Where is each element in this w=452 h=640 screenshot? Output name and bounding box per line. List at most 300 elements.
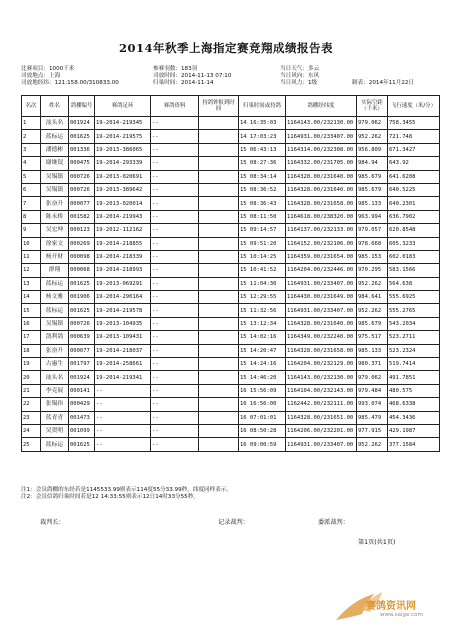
cell-clock-time bbox=[199, 344, 239, 357]
cell-name: 李克展 bbox=[41, 384, 69, 397]
cell-arrival-time: 15 13:12:34 bbox=[239, 317, 286, 330]
table-row bbox=[22, 277, 440, 290]
cell-speed: 480.575 bbox=[388, 384, 440, 397]
cell-distance: 975.517 bbox=[357, 331, 388, 344]
cell-name: 谢继钗 bbox=[41, 157, 69, 170]
cell-clock-time bbox=[199, 438, 239, 451]
cell-rank: 10 bbox=[22, 237, 41, 250]
cell-speed: 721.748 bbox=[388, 130, 440, 143]
cell-speed: 671.3427 bbox=[388, 143, 440, 156]
header-ring: 赛鸽足环 bbox=[95, 96, 151, 117]
cell-clock-time bbox=[199, 424, 239, 437]
cell-distance: 985.679 bbox=[357, 317, 388, 330]
cell-pigeon-info: -- bbox=[151, 304, 199, 317]
header-loft-id: 鸽棚编号 bbox=[69, 96, 95, 117]
cell-name: 蓝标运 bbox=[41, 130, 69, 143]
cell-coordinates: 1164931.00/233407.00 bbox=[286, 304, 357, 317]
cell-ring: 19-2014-219943 bbox=[95, 210, 151, 223]
cell-name: 吴贺明 bbox=[41, 424, 69, 437]
cell-arrival-time: 15 06:43:13 bbox=[239, 143, 286, 156]
cell-coordinates: 1164328.00/231640.00 bbox=[286, 183, 357, 196]
cell-rank: 15 bbox=[22, 304, 41, 317]
info-return-time: 归巢时间：2014-11-14 bbox=[153, 80, 214, 86]
cell-rank: 23 bbox=[22, 411, 41, 424]
table-row bbox=[22, 398, 440, 411]
cell-pigeon-info: -- bbox=[151, 371, 199, 384]
cell-rank: 5 bbox=[22, 170, 41, 183]
page-number: 第1页(共1页) bbox=[358, 539, 396, 546]
cell-arrival-time: 15 08:11:50 bbox=[239, 210, 286, 223]
info-weather: 当日天气：多云 bbox=[280, 66, 320, 72]
cell-coordinates: 1164137.00/232133.00 bbox=[286, 224, 357, 237]
cell-loft-id: 001625 bbox=[69, 130, 95, 143]
cell-pigeon-info: -- bbox=[151, 277, 199, 290]
cell-loft-id: 000726 bbox=[69, 183, 95, 196]
cell-loft-id: 001797 bbox=[69, 358, 95, 371]
cell-name: 凯利鸽 bbox=[41, 331, 69, 344]
cell-pigeon-info: -- bbox=[151, 183, 199, 196]
table-row bbox=[22, 157, 440, 170]
cell-coordinates: 1164359.00/231654.00 bbox=[286, 250, 357, 263]
cell-speed: 758.3455 bbox=[388, 117, 440, 130]
cell-ring: 19-2013-069291 bbox=[95, 277, 151, 290]
cell-arrival-time: 16 15:56:09 bbox=[239, 384, 286, 397]
cell-rank: 16 bbox=[22, 317, 41, 330]
cell-coordinates: 1164206.00/232201.00 bbox=[286, 424, 357, 437]
table-row bbox=[22, 117, 440, 130]
cell-loft-id: 001099 bbox=[69, 424, 95, 437]
cell-speed: 523.2711 bbox=[388, 331, 440, 344]
cell-distance: 956.809 bbox=[357, 143, 388, 156]
signature-recorder: 记录裁判： bbox=[218, 519, 249, 526]
cell-rank: 6 bbox=[22, 183, 41, 196]
table-row bbox=[22, 130, 440, 143]
table-row bbox=[22, 384, 440, 397]
info-race-item: 比赛项目：1000千米 bbox=[21, 66, 75, 72]
table-row bbox=[22, 143, 440, 156]
table-header-row bbox=[22, 96, 440, 117]
footnotes bbox=[21, 487, 232, 501]
cell-speed: 491.7851 bbox=[388, 371, 440, 384]
cell-name: 杨文雅 bbox=[41, 291, 69, 304]
header-clock-time: 持鸽钟报到时间 bbox=[199, 96, 239, 117]
header-name: 姓名 bbox=[41, 96, 69, 117]
cell-name: 吴锡镇 bbox=[41, 183, 69, 196]
cell-clock-time bbox=[199, 237, 239, 250]
cell-distance: 980.371 bbox=[357, 358, 388, 371]
cell-distance: 952.262 bbox=[357, 277, 388, 290]
cell-ring: 19-2014-290164 bbox=[95, 291, 151, 304]
cell-arrival-time: 15 10:14:25 bbox=[239, 250, 286, 263]
watermark-url: www.saige.com bbox=[380, 612, 423, 618]
cell-name: 陈永桥 bbox=[41, 210, 69, 223]
cell-clock-time bbox=[199, 371, 239, 384]
cell-pigeon-info: -- bbox=[151, 331, 199, 344]
cell-rank: 22 bbox=[22, 398, 41, 411]
cell-rank: 25 bbox=[22, 438, 41, 451]
cell-rank: 24 bbox=[22, 424, 41, 437]
cell-ring: 19-2013-386065 bbox=[95, 143, 151, 156]
cell-arrival-time: 16 08:50:28 bbox=[239, 424, 286, 437]
cell-coordinates: 1164328.00/231651.00 bbox=[286, 411, 357, 424]
header-distance: 实际空距（千米） bbox=[357, 96, 388, 117]
cell-speed: 377.1584 bbox=[388, 438, 440, 451]
cell-distance: 952.262 bbox=[357, 130, 388, 143]
cell-arrival-time: 14 16:35:03 bbox=[239, 117, 286, 130]
cell-ring: 19-2014-293339 bbox=[95, 157, 151, 170]
cell-arrival-time: 15 11:32:56 bbox=[239, 304, 286, 317]
info-release-time: 司放时间：2014-11-13 07:10 bbox=[153, 73, 232, 79]
cell-rank: 2 bbox=[22, 130, 41, 143]
cell-pigeon-info: -- bbox=[151, 344, 199, 357]
cell-coordinates: 1164104.00/232143.00 bbox=[286, 384, 357, 397]
cell-rank: 7 bbox=[22, 197, 41, 210]
cell-rank: 14 bbox=[22, 291, 41, 304]
cell-distance: 985.153 bbox=[357, 250, 388, 263]
cell-name: 汕头名 bbox=[41, 371, 69, 384]
cell-coordinates: 1164204.00/232129.00 bbox=[286, 358, 357, 371]
cell-pigeon-info: -- bbox=[151, 358, 199, 371]
table-row bbox=[22, 264, 440, 277]
cell-distance: 952.262 bbox=[357, 438, 388, 451]
table-row bbox=[22, 170, 440, 183]
cell-arrival-time: 15 14:02:16 bbox=[239, 331, 286, 344]
cell-distance: 979.062 bbox=[357, 371, 388, 384]
cell-pigeon-info: -- bbox=[151, 117, 199, 130]
cell-pigeon-info: -- bbox=[151, 250, 199, 263]
results-table bbox=[21, 95, 440, 452]
cell-coordinates: 1164931.00/233407.00 bbox=[286, 438, 357, 451]
info-column-3 bbox=[280, 66, 319, 87]
cell-distance: 985.133 bbox=[357, 197, 388, 210]
cell-distance: 977.915 bbox=[357, 424, 388, 437]
cell-arrival-time: 15 08:36:43 bbox=[239, 197, 286, 210]
cell-pigeon-info: -- bbox=[151, 170, 199, 183]
cell-ring: -- bbox=[95, 424, 151, 437]
cell-speed: 555.6925 bbox=[388, 291, 440, 304]
cell-coordinates: 1164332.00/231705.00 bbox=[286, 157, 357, 170]
cell-ring: 19-2014-258661 bbox=[95, 358, 151, 371]
signature-referee: 裁判长： bbox=[40, 519, 65, 526]
info-column-2 bbox=[153, 66, 231, 87]
cell-ring: -- bbox=[95, 411, 151, 424]
cell-speed: 620.8548 bbox=[388, 224, 440, 237]
info-release-location: 司放地点：上海 bbox=[21, 73, 61, 79]
table-row bbox=[22, 344, 440, 357]
cell-distance: 984.94 bbox=[357, 157, 388, 170]
cell-loft-id: 000068 bbox=[69, 264, 95, 277]
cell-rank: 19 bbox=[22, 358, 41, 371]
cell-loft-id: 000475 bbox=[69, 157, 95, 170]
cell-name: 蓝青青 bbox=[41, 411, 69, 424]
cell-ring: 19-2013-020014 bbox=[95, 197, 151, 210]
cell-distance: 985.679 bbox=[357, 170, 388, 183]
cell-rank: 9 bbox=[22, 224, 41, 237]
cell-ring: 19-2014-219575 bbox=[95, 130, 151, 143]
cell-loft-id: 000077 bbox=[69, 344, 95, 357]
cell-name: 蓝标运 bbox=[41, 438, 69, 451]
cell-pigeon-info: -- bbox=[151, 130, 199, 143]
cell-distance: 979.057 bbox=[357, 224, 388, 237]
cell-name: 杨开财 bbox=[41, 250, 69, 263]
cell-arrival-time: 15 08:27:36 bbox=[239, 157, 286, 170]
table-row bbox=[22, 317, 440, 330]
cell-rank: 18 bbox=[22, 344, 41, 357]
cell-ring: 19-2014-219345 bbox=[95, 117, 151, 130]
cell-coordinates: 1164931.00/233407.00 bbox=[286, 277, 357, 290]
cell-speed: 641.6208 bbox=[388, 170, 440, 183]
cell-coordinates: 1164931.00/233407.00 bbox=[286, 130, 357, 143]
cell-pigeon-info: -- bbox=[151, 317, 199, 330]
cell-ring: 19-2013-109431 bbox=[95, 331, 151, 344]
cell-rank: 21 bbox=[22, 384, 41, 397]
table-row bbox=[22, 438, 440, 451]
watermark-site-name: 赛鸽资讯网 bbox=[366, 601, 416, 612]
cell-distance: 979.484 bbox=[357, 384, 388, 397]
cell-coordinates: 1164204.00/232446.00 bbox=[286, 264, 357, 277]
cell-coordinates: 1162442.00/232111.00 bbox=[286, 398, 357, 411]
header-coordinates: 鸽棚经纬度 bbox=[286, 96, 357, 117]
signature-committee: 委派裁判： bbox=[318, 519, 349, 526]
cell-loft-id: 001473 bbox=[69, 411, 95, 424]
cell-coordinates: 1164328.00/231658.00 bbox=[286, 197, 357, 210]
cell-speed: 602.0183 bbox=[388, 250, 440, 263]
cell-name: 汕头名 bbox=[41, 117, 69, 130]
cell-arrival-time: 15 08:34:14 bbox=[239, 170, 286, 183]
cell-rank: 1 bbox=[22, 117, 41, 130]
cell-distance: 985.679 bbox=[357, 183, 388, 196]
cell-name: 吴锡镇 bbox=[41, 317, 69, 330]
cell-coordinates: 1164328.00/231640.00 bbox=[286, 317, 357, 330]
cell-name: 张奋升 bbox=[41, 344, 69, 357]
cell-clock-time bbox=[199, 210, 239, 223]
cell-distance: 985.479 bbox=[357, 411, 388, 424]
cell-loft-id: 001625 bbox=[69, 438, 95, 451]
cell-pigeon-info: -- bbox=[151, 424, 199, 437]
cell-name: 古惠生 bbox=[41, 358, 69, 371]
cell-loft-id: 000098 bbox=[69, 250, 95, 263]
cell-distance: 985.133 bbox=[357, 344, 388, 357]
cell-rank: 17 bbox=[22, 331, 41, 344]
cell-ring: 19-2014-218339 bbox=[95, 250, 151, 263]
info-wind-force: 当日风力：1级 bbox=[280, 80, 318, 86]
cell-loft-id: 001924 bbox=[69, 371, 95, 384]
cell-arrival-time: 15 14:24:16 bbox=[239, 358, 286, 371]
cell-coordinates: 1164349.00/232240.00 bbox=[286, 331, 357, 344]
info-entry-count: 参赛羽数：183羽 bbox=[153, 66, 198, 72]
cell-rank: 11 bbox=[22, 250, 41, 263]
cell-arrival-time: 15 10:41:52 bbox=[239, 264, 286, 277]
cell-clock-time bbox=[199, 291, 239, 304]
cell-distance: 984.641 bbox=[357, 291, 388, 304]
cell-loft-id: 001336 bbox=[69, 143, 95, 156]
cell-arrival-time: 16 16:56:00 bbox=[239, 398, 286, 411]
cell-clock-time bbox=[199, 197, 239, 210]
cell-coordinates: 1164618.00/238320.00 bbox=[286, 210, 357, 223]
cell-clock-time bbox=[199, 250, 239, 263]
cell-speed: 523.2324 bbox=[388, 344, 440, 357]
cell-arrival-time: 15 12:29:55 bbox=[239, 291, 286, 304]
table-row bbox=[22, 237, 440, 250]
cell-ring: -- bbox=[95, 398, 151, 411]
info-release-coordinates: 司放地经纬：121:158.00/310833.00 bbox=[21, 80, 119, 86]
cell-pigeon-info: -- bbox=[151, 210, 199, 223]
cell-loft-id: 000429 bbox=[69, 398, 95, 411]
cell-speed: 640.5225 bbox=[388, 183, 440, 196]
cell-name: 群翔 bbox=[41, 264, 69, 277]
table-row bbox=[22, 424, 440, 437]
cell-loft-id: 000726 bbox=[69, 170, 95, 183]
cell-ring: 19-2014-218855 bbox=[95, 237, 151, 250]
cell-ring: 19-2013-104935 bbox=[95, 317, 151, 330]
cell-loft-id: 000726 bbox=[69, 317, 95, 330]
cell-loft-id: 000077 bbox=[69, 197, 95, 210]
report-title: 2014年秋季上海指定赛竞翔成绩报告表 bbox=[118, 41, 333, 55]
cell-coordinates: 1164328.00/231640.00 bbox=[286, 170, 357, 183]
cell-speed: 643.92 bbox=[388, 157, 440, 170]
cell-ring: 19-2012-112162 bbox=[95, 224, 151, 237]
cell-speed: 519.7414 bbox=[388, 358, 440, 371]
cell-ring: 19-2014-219341 bbox=[95, 371, 151, 384]
cell-ring: 19-2013-389642 bbox=[95, 183, 151, 196]
cell-ring: -- bbox=[95, 438, 151, 451]
cell-clock-time bbox=[199, 358, 239, 371]
cell-name: 吴锡镇 bbox=[41, 170, 69, 183]
cell-clock-time bbox=[199, 304, 239, 317]
print-date: 制表：2014年11月22日 bbox=[352, 80, 415, 86]
cell-clock-time bbox=[199, 117, 239, 130]
table-row bbox=[22, 183, 440, 196]
table-row bbox=[22, 197, 440, 210]
cell-name: 吴宏坤 bbox=[41, 224, 69, 237]
cell-coordinates: 1164328.00/231658.00 bbox=[286, 344, 357, 357]
info-wind-direction: 当日风向：东风 bbox=[280, 73, 320, 79]
cell-arrival-time: 14 17:03:23 bbox=[239, 130, 286, 143]
cell-clock-time bbox=[199, 224, 239, 237]
cell-coordinates: 1164143.00/232130.00 bbox=[286, 371, 357, 384]
cell-clock-time bbox=[199, 384, 239, 397]
table-row bbox=[22, 304, 440, 317]
cell-loft-id: 001582 bbox=[69, 210, 95, 223]
cell-loft-id: 000141 bbox=[69, 384, 95, 397]
cell-rank: 4 bbox=[22, 157, 41, 170]
cell-pigeon-info: -- bbox=[151, 398, 199, 411]
cell-name: 徐家文 bbox=[41, 237, 69, 250]
cell-rank: 8 bbox=[22, 210, 41, 223]
cell-clock-time bbox=[199, 157, 239, 170]
cell-arrival-time: 16 07:01:01 bbox=[239, 411, 286, 424]
header-speed: 飞行速度（米/分） bbox=[388, 96, 440, 117]
cell-name: 蓝标运 bbox=[41, 304, 69, 317]
table-row bbox=[22, 371, 440, 384]
cell-distance: 978.668 bbox=[357, 237, 388, 250]
cell-distance: 993.074 bbox=[357, 398, 388, 411]
header-rank: 名次 bbox=[22, 96, 41, 117]
cell-arrival-time: 16 09:00:59 bbox=[239, 438, 286, 451]
cell-arrival-time: 15 14:46:20 bbox=[239, 371, 286, 384]
table-row bbox=[22, 250, 440, 263]
header-arrival-time: 归巢时间或持鸽 bbox=[239, 96, 286, 117]
cell-coordinates: 1164143.00/232130.00 bbox=[286, 117, 357, 130]
cell-pigeon-info: -- bbox=[151, 411, 199, 424]
cell-loft-id: 000639 bbox=[69, 331, 95, 344]
cell-loft-id: 001625 bbox=[69, 277, 95, 290]
table-row bbox=[22, 411, 440, 424]
cell-distance: 952.262 bbox=[357, 304, 388, 317]
cell-clock-time bbox=[199, 130, 239, 143]
cell-coordinates: 1164314.00/232308.00 bbox=[286, 143, 357, 156]
table-row bbox=[22, 331, 440, 344]
cell-pigeon-info: -- bbox=[151, 197, 199, 210]
cell-loft-id: 001906 bbox=[69, 291, 95, 304]
cell-arrival-time: 15 08:36:52 bbox=[239, 183, 286, 196]
cell-clock-time bbox=[199, 398, 239, 411]
cell-rank: 13 bbox=[22, 277, 41, 290]
cell-distance: 963.994 bbox=[357, 210, 388, 223]
cell-speed: 636.7902 bbox=[388, 210, 440, 223]
cell-rank: 3 bbox=[22, 143, 41, 156]
cell-clock-time bbox=[199, 264, 239, 277]
cell-speed: 583.1566 bbox=[388, 264, 440, 277]
cell-pigeon-info: -- bbox=[151, 291, 199, 304]
cell-arrival-time: 15 11:04:30 bbox=[239, 277, 286, 290]
info-column-1 bbox=[21, 66, 119, 87]
cell-speed: 564.638 bbox=[388, 277, 440, 290]
cell-loft-id: 001924 bbox=[69, 117, 95, 130]
cell-ring: -- bbox=[95, 384, 151, 397]
cell-clock-time bbox=[199, 277, 239, 290]
cell-speed: 605.3233 bbox=[388, 237, 440, 250]
cell-speed: 543.2034 bbox=[388, 317, 440, 330]
cell-pigeon-info: -- bbox=[151, 438, 199, 451]
cell-speed: 429.1987 bbox=[388, 424, 440, 437]
cell-coordinates: 1164152.00/232106.00 bbox=[286, 237, 357, 250]
footnote-2: 注2：会员信鸽归巢时间若是12 14:33:55则表示12日14时33分55秒。 bbox=[21, 494, 199, 500]
table-row bbox=[22, 358, 440, 371]
cell-pigeon-info: -- bbox=[151, 143, 199, 156]
cell-speed: 468.6338 bbox=[388, 398, 440, 411]
cell-arrival-time: 15 09:14:57 bbox=[239, 224, 286, 237]
cell-arrival-time: 15 14:20:47 bbox=[239, 344, 286, 357]
cell-speed: 454.3436 bbox=[388, 411, 440, 424]
cell-pigeon-info: -- bbox=[151, 384, 199, 397]
cell-name: 张奋升 bbox=[41, 197, 69, 210]
cell-pigeon-info: -- bbox=[151, 157, 199, 170]
cell-clock-time bbox=[199, 183, 239, 196]
cell-name: 蓝标运 bbox=[41, 277, 69, 290]
cell-loft-id: 000123 bbox=[69, 224, 95, 237]
cell-coordinates: 1164430.00/231649.00 bbox=[286, 291, 357, 304]
cell-name: 张锡伟 bbox=[41, 398, 69, 411]
cell-ring: 19-2014-218993 bbox=[95, 264, 151, 277]
footnote-1: 注1：会员鸽棚的东经若是1145533.99则表示114度55分33.99秒，纬度同样表示。 bbox=[21, 487, 233, 493]
cell-pigeon-info: -- bbox=[151, 224, 199, 237]
table-row bbox=[22, 224, 440, 237]
cell-ring: 19-2014-219578 bbox=[95, 304, 151, 317]
cell-clock-time bbox=[199, 170, 239, 183]
cell-rank: 20 bbox=[22, 371, 41, 384]
table-row bbox=[22, 291, 440, 304]
cell-rank: 12 bbox=[22, 264, 41, 277]
header-pigeon-info: 赛鸽资料 bbox=[151, 96, 199, 117]
cell-clock-time bbox=[199, 317, 239, 330]
cell-pigeon-info: -- bbox=[151, 264, 199, 277]
cell-clock-time bbox=[199, 143, 239, 156]
cell-clock-time bbox=[199, 331, 239, 344]
cell-arrival-time: 15 09:51:20 bbox=[239, 237, 286, 250]
cell-ring: 19-2014-218037 bbox=[95, 344, 151, 357]
cell-distance: 979.062 bbox=[357, 117, 388, 130]
